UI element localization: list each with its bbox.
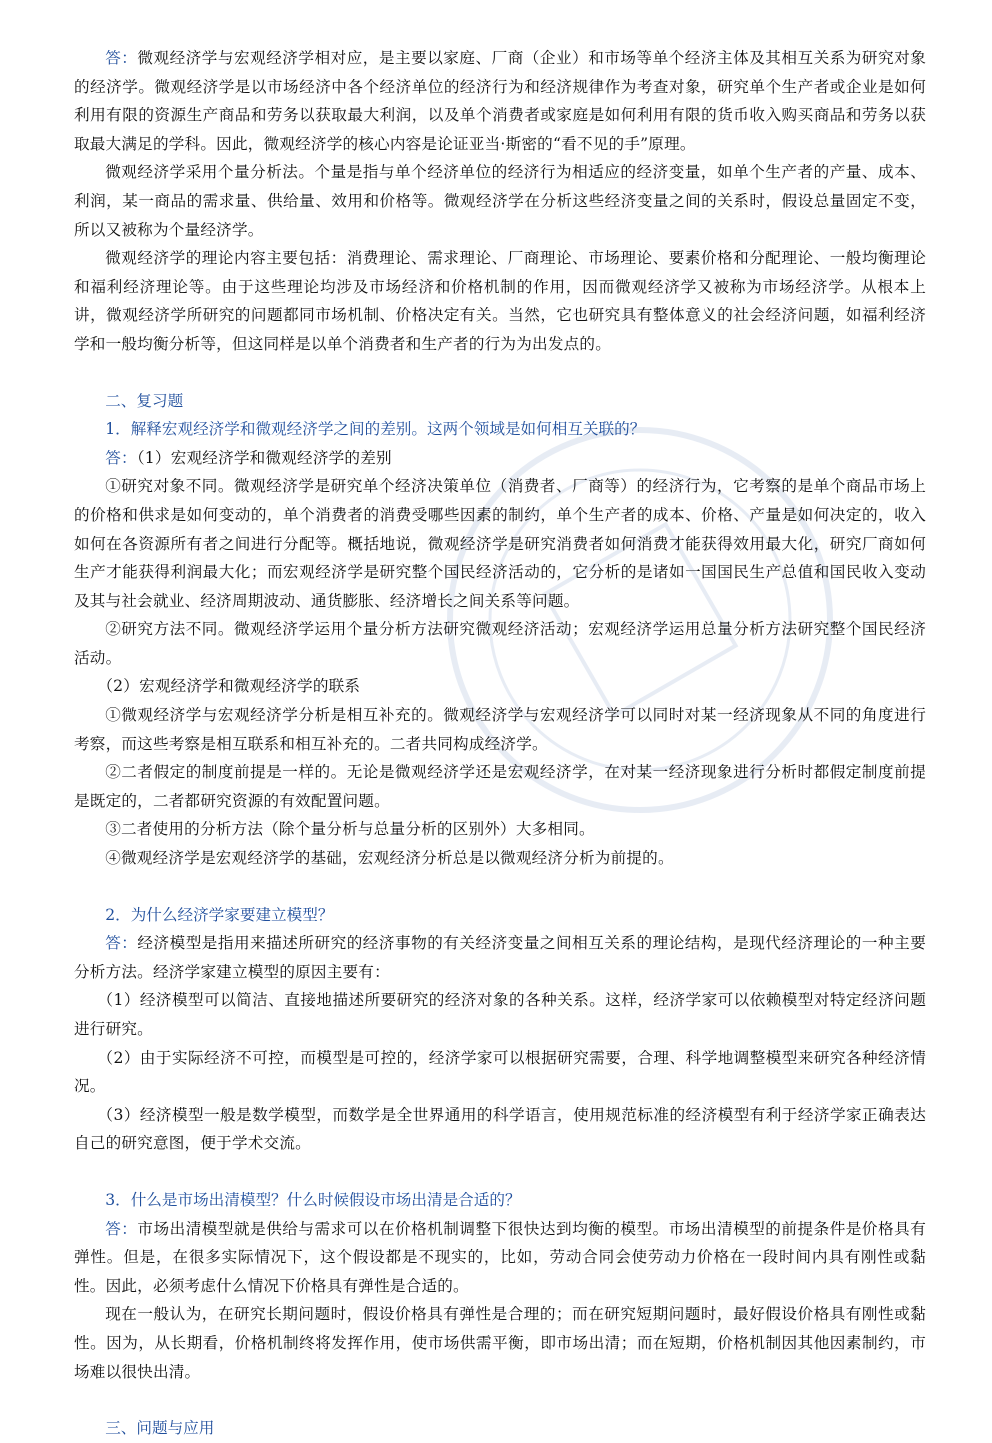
section-3-title: 三、问题与应用 (105, 1419, 215, 1438)
intro-paragraph-2: 微观经济学采用个量分析法。个量是指与单个经济单位的经济行为相适应的经济变量，如单个生产者的产量、成本、利润，某一商品的需求量、供给量、效用和价格等。微观经济学在分析这些经济变量之间的关系时，假设总量固定不变，所以又被称为个量经济学。 (74, 163, 926, 239)
q1-answer-b1: ①微观经济学与宏观经济学分析是相互补充的。微观经济学与宏观经济学可以同时对某一经济现象从不同的角度进行考察，而这些考察是相互联系和相互补充的。二者共同构成经济学。 (74, 706, 926, 753)
q3-answer: 答：市场出清模型就是供给与需求可以在价格机制调整下很快达到均衡的模型。市场出清模型的前提条件是价格具有弹性。但是，在很多实际情况下，这个假设都是不现实的，比如，劳动合同会使劳动力价格在一段时间内具有刚性或黏性。因此，必须考虑什么情况下价格具有弹性是合适的。 (74, 1219, 926, 1295)
q2-reason-1: （1）经济模型可以简洁、直接地描述所要研究的经济对象的各种关系。这样，经济学家可以依赖模型对特定经济问题进行研究。 (74, 991, 926, 1038)
intro-paragraph-1: 答：微观经济学与宏观经济学相对应，是主要以家庭、厂商（企业）和市场等单个经济主体及其相互关系为研究对象的经济学。微观经济学是以市场经济中各个经济单位的经济行为和经济规律作为考查对象，研究单个生产者或企业是如何利用有限的资源生产商品和劳务以获取最大利润，以及单个消费者或家庭是如何利用有限的货币收入购买商品和劳务以获取最大满足的学科。因此，微观经济学的核心内容是论证亚当·斯密的“看不见的手”原理。 (74, 49, 926, 153)
q1-sub-heading-1: 答：（1）宏观经济学和微观经济学的差别 (105, 448, 392, 467)
spacer (74, 359, 926, 387)
intro-paragraph-3: 微观经济学的理论内容主要包括：消费理论、需求理论、厂商理论、市场理论、要素价格和分配理论、一般均衡理论和福利经济理论等。由于这些理论均涉及市场经济和价格机制的作用，因而微观经济学又被称为市场经济学。从根本上讲，微观经济学所研究的问题都同市场机制、价格决定有关。当然，它也研究具有整体意义的社会经济问题，如福利经济学和一般均衡分析等，但这同样是以单个消费者和生产者的行为为出发点的。 (74, 249, 926, 353)
q1-answer-a1: ①研究对象不同。微观经济学是研究单个经济决策单位（消费者、厂商等）的经济行为，它考察的是单个商品市场上的价格和供求是如何变动的，单个消费者的消费受哪些因素的制约，单个生产者的成本、价格、产量是如何决定的，收入如何在各资源所有者之间进行分配等。概括地说，微观经济学是研究消费者如何消费才能获得效用最大化，研究厂商如何生产才能获得利润最大化；而宏观经济学是研究整个国民经济活动的，它分析的是诸如一国国民生产总值和国民收入变动及其与社会就业、经济周期波动、通货膨胀、经济增长之间关系等问题。 (74, 477, 926, 610)
answer-label: 答： (105, 1219, 138, 1238)
answer-label: 答： (105, 448, 137, 467)
q1-answer-b2: ②二者假定的制度前提是一样的。无论是微观经济学还是宏观经济学，在对某一经济现象进行分析时都假定制度前提是既定的，二者都研究资源的有效配置问题。 (74, 763, 926, 810)
q1-answer-b4: ④微观经济学是宏观经济学的基础，宏观经济分析总是以微观经济分析为前提的。 (105, 849, 674, 868)
q2-answer: 答：经济模型是指用来描述所研究的经济事物的有关经济变量之间相互关系的理论结构，是现代经济理论的一种主要分析方法。经济学家建立模型的原因主要有： (74, 934, 926, 981)
question-3: 3．什么是市场出清模型？什么时候假设市场出清是合适的？ (105, 1190, 521, 1209)
q1-answer-b3: ③二者使用的分析方法（除个量分析与总量分析的区别外）大多相同。 (105, 820, 595, 839)
q2-reason-3: （3）经济模型一般是数学模型，而数学是全世界通用的科学语言，使用规范标准的经济模型有利于经济学家正确表达自己的研究意图，便于学术交流。 (74, 1105, 926, 1153)
answer-label: 答： (105, 934, 138, 953)
q1-sub-heading-2: （2）宏观经济学和微观经济学的联系 (97, 677, 361, 696)
question-2: 2．为什么经济学家要建立模型？ (105, 905, 334, 924)
document-page (74, 44, 926, 1443)
section-2-title: 二、复习题 (105, 391, 184, 410)
q2-reason-2: （2）由于实际经济不可控，而模型是可控的，经济学家可以根据研究需要，合理、科学地调整模型来研究各种经济情况。 (74, 1048, 926, 1096)
spacer (74, 1158, 926, 1186)
spacer (74, 1386, 926, 1414)
q3-paragraph-2: 现在一般认为，在研究长期问题时，假设价格具有弹性是合理的；而在研究短期问题时，最好假设价格具有刚性或黏性。因为，从长期看，价格机制终将发挥作用，使市场供需平衡，即市场出清；而在短期，价格机制因其他因素制约，市场难以很快出清。 (74, 1305, 926, 1381)
answer-label: 答： (105, 49, 138, 67)
spacer (74, 873, 926, 901)
q1-answer-a2: ②研究方法不同。微观经济学运用个量分析方法研究微观经济活动；宏观经济学运用总量分析方法研究整个国民经济活动。 (74, 620, 926, 667)
question-1: 1．解释宏观经济学和微观经济学之间的差别。这两个领域是如何相互关联的？ (105, 420, 646, 439)
